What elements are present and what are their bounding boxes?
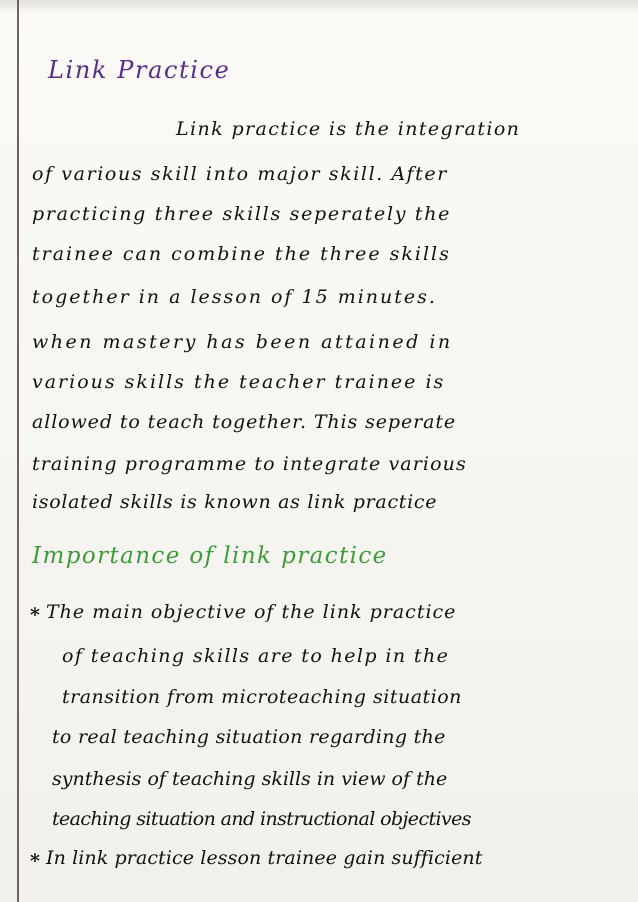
paragraph-line-2: of various skill into major skill. After [32, 163, 448, 185]
page-title: Link Practice [48, 56, 231, 84]
paragraph-line-6: when mastery has been attained in [32, 331, 453, 353]
paragraph-line-10: isolated skills is known as link practice [32, 491, 438, 513]
margin-line [17, 0, 19, 902]
bullet-1-line-2: of teaching skills are to help in the [62, 645, 450, 667]
paragraph-line-4: trainee can combine the three skills [32, 243, 451, 265]
paragraph-line-1: Link practice is the integration [176, 118, 521, 140]
bullet-1-line-1: The main objective of the link practice [46, 601, 457, 623]
bullet-marker-1: * [30, 604, 42, 626]
page-top-shadow [0, 0, 638, 14]
bullet-1-line-6: teaching situation and instructional objectives [52, 808, 471, 830]
bullet-1-line-5: synthesis of teaching skills in view of the [52, 768, 448, 790]
paragraph-line-9: training programme to integrate various [32, 453, 467, 475]
paragraph-line-8: allowed to teach together. This seperate [32, 411, 457, 433]
paragraph-line-7: various skills the teacher trainee is [32, 371, 446, 393]
paragraph-line-3: practicing three skills seperately the [32, 203, 452, 225]
bullet-1-line-4: to real teaching situation regarding the [52, 726, 446, 748]
paragraph-line-5: together in a lesson of 15 minutes. [32, 286, 437, 308]
bullet-marker-2: * [30, 850, 42, 872]
bullet-2-line-1: In link practice lesson trainee gain sufficient [46, 847, 483, 869]
bullet-1-line-3: transition from microteaching situation [62, 686, 462, 708]
section-heading-importance: Importance of link practice [32, 543, 388, 569]
